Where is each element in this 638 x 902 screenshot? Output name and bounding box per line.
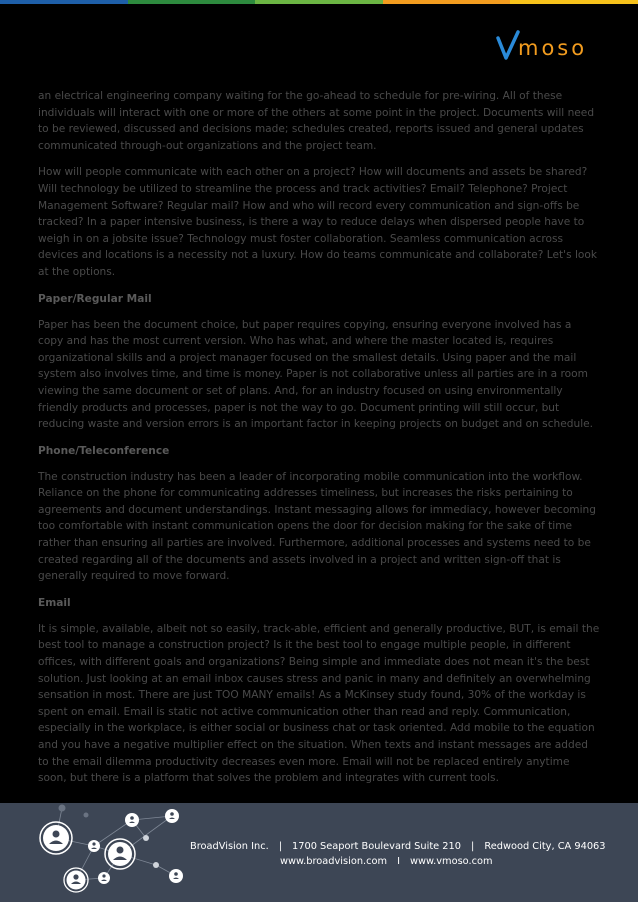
footer-separator: | [471, 841, 475, 852]
footer-address-line [190, 841, 606, 852]
footer-address: 1700 Seaport Boulevard Suite 210 [292, 841, 462, 852]
color-stripe [0, 0, 638, 4]
footer-separator: I [397, 856, 400, 867]
intro-paragraph-2: How will people communicate with each other on a project? How will documents and assets be shared? Will technology be utilized to streamline the process and track activities? Email? Telephone? Project Management Software? Regular mail? How and who will record every communication and sign-offs be tracked? In a paper intensive business, is there a way to reduce delays when dispersed people have to weigh in on a jobsite issue? Technology must foster collaboration. Seamless communication across devices and locations is a necessity not a luxury. How do teams communicate and collaborate? Let's look at the options. [38, 166, 598, 278]
section-heading-email: Email [38, 596, 71, 609]
intro-paragraph-1: an electrical engineering company waiting for the go-ahead to schedule for pre-wiring. All of these individuals will interact with one or more of the others at some point in the project. Documents will need to be reviewed, discussed and decisions made; schedules created, reports issued and general updates communicated through-out organizations and the project team. [38, 90, 595, 152]
document-body [38, 88, 600, 797]
footer [0, 803, 638, 902]
section-heading-phone: Phone/Teleconference [38, 444, 170, 457]
logo-text: moso [518, 36, 588, 60]
stripe-yellow [510, 0, 638, 4]
section-body-paper: Paper has been the document choice, but paper requires copying, ensuring everyone involved has a copy and has the most current version. Who has what, and where the master located is, requires organizational skills and a project manager focused on the smallest details. Using paper and the mail system also involves time, and time is money. Paper is not collaborative unless all parties are in a room viewing the same document or set of plans. And, for an industry focused on using environmentally friendly products and processes, paper is not the way to go. Document printing will still occur, but reducing waste and version errors is an important factor in keeping projects on budget and on schedule. [38, 318, 594, 431]
stripe-orange [383, 0, 511, 4]
people-network-icon [20, 803, 200, 902]
vmoso-logo [496, 30, 604, 64]
vmoso-v-mark-icon [496, 30, 520, 62]
stripe-blue [0, 0, 128, 4]
section-body-phone: The construction industry has been a leader of incorporating mobile communication into the workflow. Reliance on the phone for communicating addresses timeliness, but increases the risks pertaining to agreements and document understandings. Instant messaging allows for immediacy, however becoming too comfortable with instant communication opens the door for decision making for the sake of time rather than ensuring all parties are involved. Furthermore, additional processes and systems need to be created regarding all of the documents and assets involved in a project and written sign-off that is generally required to move forward. [38, 470, 596, 583]
footer-websites-line [280, 856, 493, 867]
footer-link-broadvision[interactable]: www.broadvision.com [280, 856, 388, 867]
footer-link-vmoso[interactable]: www.vmoso.com [409, 856, 493, 867]
footer-separator: | [278, 841, 283, 852]
stripe-lightgreen [255, 0, 383, 4]
footer-city: Redwood City, CA 94063 [484, 841, 606, 852]
section-heading-paper: Paper/Regular Mail [38, 292, 152, 305]
stripe-green [128, 0, 256, 4]
footer-company: BroadVision Inc. [190, 841, 269, 852]
section-body-email: It is simple, available, albeit not so easily, track-able, efficient and generally productive, BUT, is email the best tool to manage a construction project? Is it the best tool to engage multiple people, in different offices, with different goals and organizations? Being simple and immediate does not mean it's the best solution. Just looking at an email inbox causes stress and panic in many and definitely an overwhelming sensation in most. There are just TOO MANY emails! As a McKinsey study found, 30% of the workday is spent on email. Email is static not active communication other than read and reply. Communication, especially in the workplace, is either social or business chat or task oriented. Add mobile to the equation and you have a negative multiplier effect on the situation. When texts and instant messages are added to the email dilemma productivity decreases even more. Email will not be replaced entirely anytime soon, but there is a platform that solves the problem and integrates with current tools. [38, 622, 600, 785]
